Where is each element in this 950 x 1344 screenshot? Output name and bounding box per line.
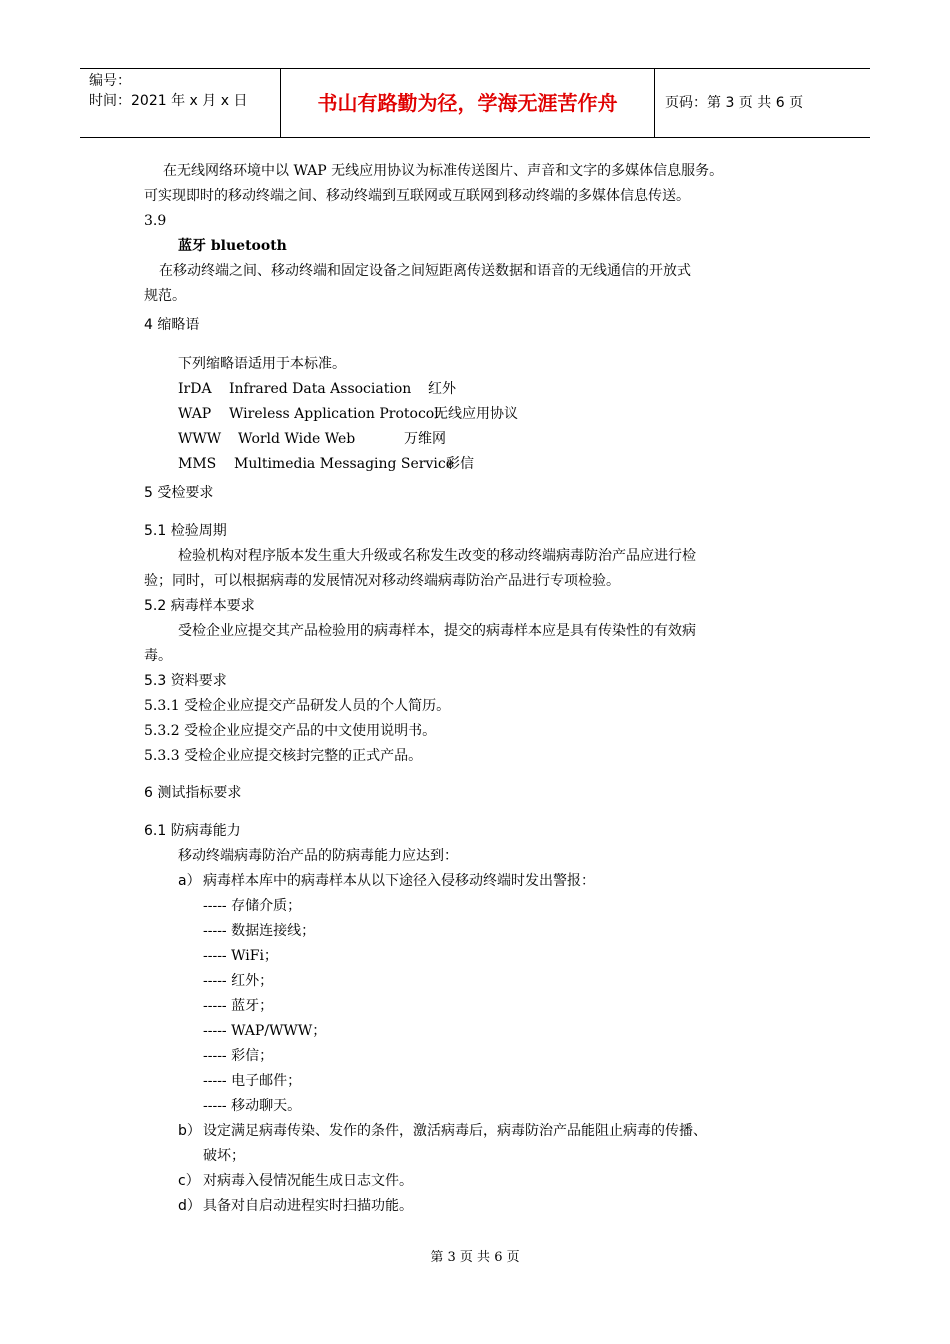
abbr-row [178, 429, 446, 449]
header-page-label: 页码：第 3 页 共 6 页 [665, 95, 804, 111]
page-footer: 第 3 页 共 6 页 [430, 1250, 520, 1265]
list-item: 设定满足病毒传染、发作的条件，激活病毒后，病毒防治产品能阻止病毒的传播、 [203, 1123, 707, 1139]
list-item: ----- 蓝牙； [203, 998, 274, 1014]
header-divider [654, 69, 655, 137]
paragraph: 验；同时，可以根据病毒的发展情况对移动终端病毒防治产品进行专项检验。 [144, 573, 620, 589]
abbr-english: Multimedia Messaging Service [234, 456, 455, 472]
section-heading: 6.1 防病毒能力 [144, 823, 241, 839]
page-header [80, 68, 870, 138]
section-heading: 5.2 病毒样本要求 [144, 598, 255, 614]
list-item: ----- 电子邮件； [203, 1073, 302, 1089]
section-number: 3.9 [144, 213, 167, 229]
section-heading: 6 测试指标要求 [144, 785, 242, 801]
abbr-chinese: 万维网 [404, 431, 446, 447]
section-heading: 5 受检要求 [144, 485, 214, 501]
list-marker: c） [178, 1173, 200, 1189]
header-motto: 书山有路勤为径，学海无涯苦作舟 [317, 91, 618, 115]
section-heading: 5.1 检验周期 [144, 523, 227, 539]
list-item: ----- 红外； [203, 973, 274, 989]
list-item: 5.3.1 受检企业应提交产品研发人员的个人简历。 [144, 698, 451, 714]
paragraph: 受检企业应提交其产品检验用的病毒样本，提交的病毒样本应是具有传染性的有效病 [178, 623, 696, 639]
abbr-code: MMS [178, 456, 217, 472]
list-item: 具备对自启动进程实时扫描功能。 [203, 1198, 413, 1214]
time-label: 时间：2021 年 x 月 x 日 [89, 93, 248, 109]
abbr-code: IrDA [178, 381, 212, 397]
section-heading: 蓝牙 bluetooth [178, 238, 287, 254]
paragraph: 检验机构对程序版本发生重大升级或名称发生改变的移动终端病毒防治产品应进行检 [178, 548, 696, 564]
paragraph: 规范。 [144, 288, 186, 304]
list-item: 5.3.2 受检企业应提交产品的中文使用说明书。 [144, 723, 437, 739]
section-heading: 5.3 资料要求 [144, 673, 227, 689]
list-item: ----- 数据连接线； [203, 923, 316, 939]
abbr-english: World Wide Web [238, 431, 356, 447]
list-item: ----- 存储介质； [203, 898, 302, 914]
list-item: 5.3.3 受检企业应提交核封完整的正式产品。 [144, 748, 423, 764]
list-item: ----- 彩信； [203, 1048, 274, 1064]
number-label: 编号： [89, 73, 131, 89]
list-marker: a） [178, 873, 201, 889]
section-heading: 4 缩略语 [144, 317, 200, 333]
abbr-row [178, 404, 518, 424]
abbr-code: WWW [178, 431, 222, 447]
paragraph: 毒。 [144, 648, 172, 664]
paragraph: 在移动终端之间、移动终端和固定设备之间短距离传送数据和语音的无线通信的开放式 [159, 263, 691, 279]
paragraph: 移动终端病毒防治产品的防病毒能力应达到： [178, 848, 458, 864]
abbr-chinese: 无线应用协议 [434, 406, 518, 422]
abbr-english: Wireless Application Protocol [229, 406, 439, 422]
abbr-chinese: 红外 [428, 381, 456, 397]
abbr-code: WAP [178, 406, 212, 422]
abbr-row [178, 454, 474, 474]
paragraph: 可实现即时的移动终端之间、移动终端到互联网或互联网到移动终端的多媒体信息传送。 [144, 188, 690, 204]
paragraph: 下列缩略语适用于本标准。 [178, 356, 346, 372]
list-item: ----- WiFi； [203, 948, 278, 964]
abbr-chinese: 彩信 [446, 456, 474, 472]
list-marker: b） [178, 1123, 201, 1139]
abbr-row [178, 379, 456, 399]
list-item: 对病毒入侵情况能生成日志文件。 [203, 1173, 413, 1189]
header-info [89, 71, 279, 111]
list-item: 病毒样本库中的病毒样本从以下途径入侵移动终端时发出警报： [203, 873, 595, 889]
list-marker: d） [178, 1198, 201, 1214]
list-item: ----- 移动聊天。 [203, 1098, 302, 1114]
list-item: 破坏； [203, 1148, 245, 1164]
abbr-english: Infrared Data Association [229, 381, 412, 397]
paragraph: 在无线网络环境中以 WAP 无线应用协议为标准传送图片、声音和文字的多媒体信息服务。 [163, 163, 724, 179]
list-item: ----- WAP/WWW； [203, 1023, 327, 1039]
